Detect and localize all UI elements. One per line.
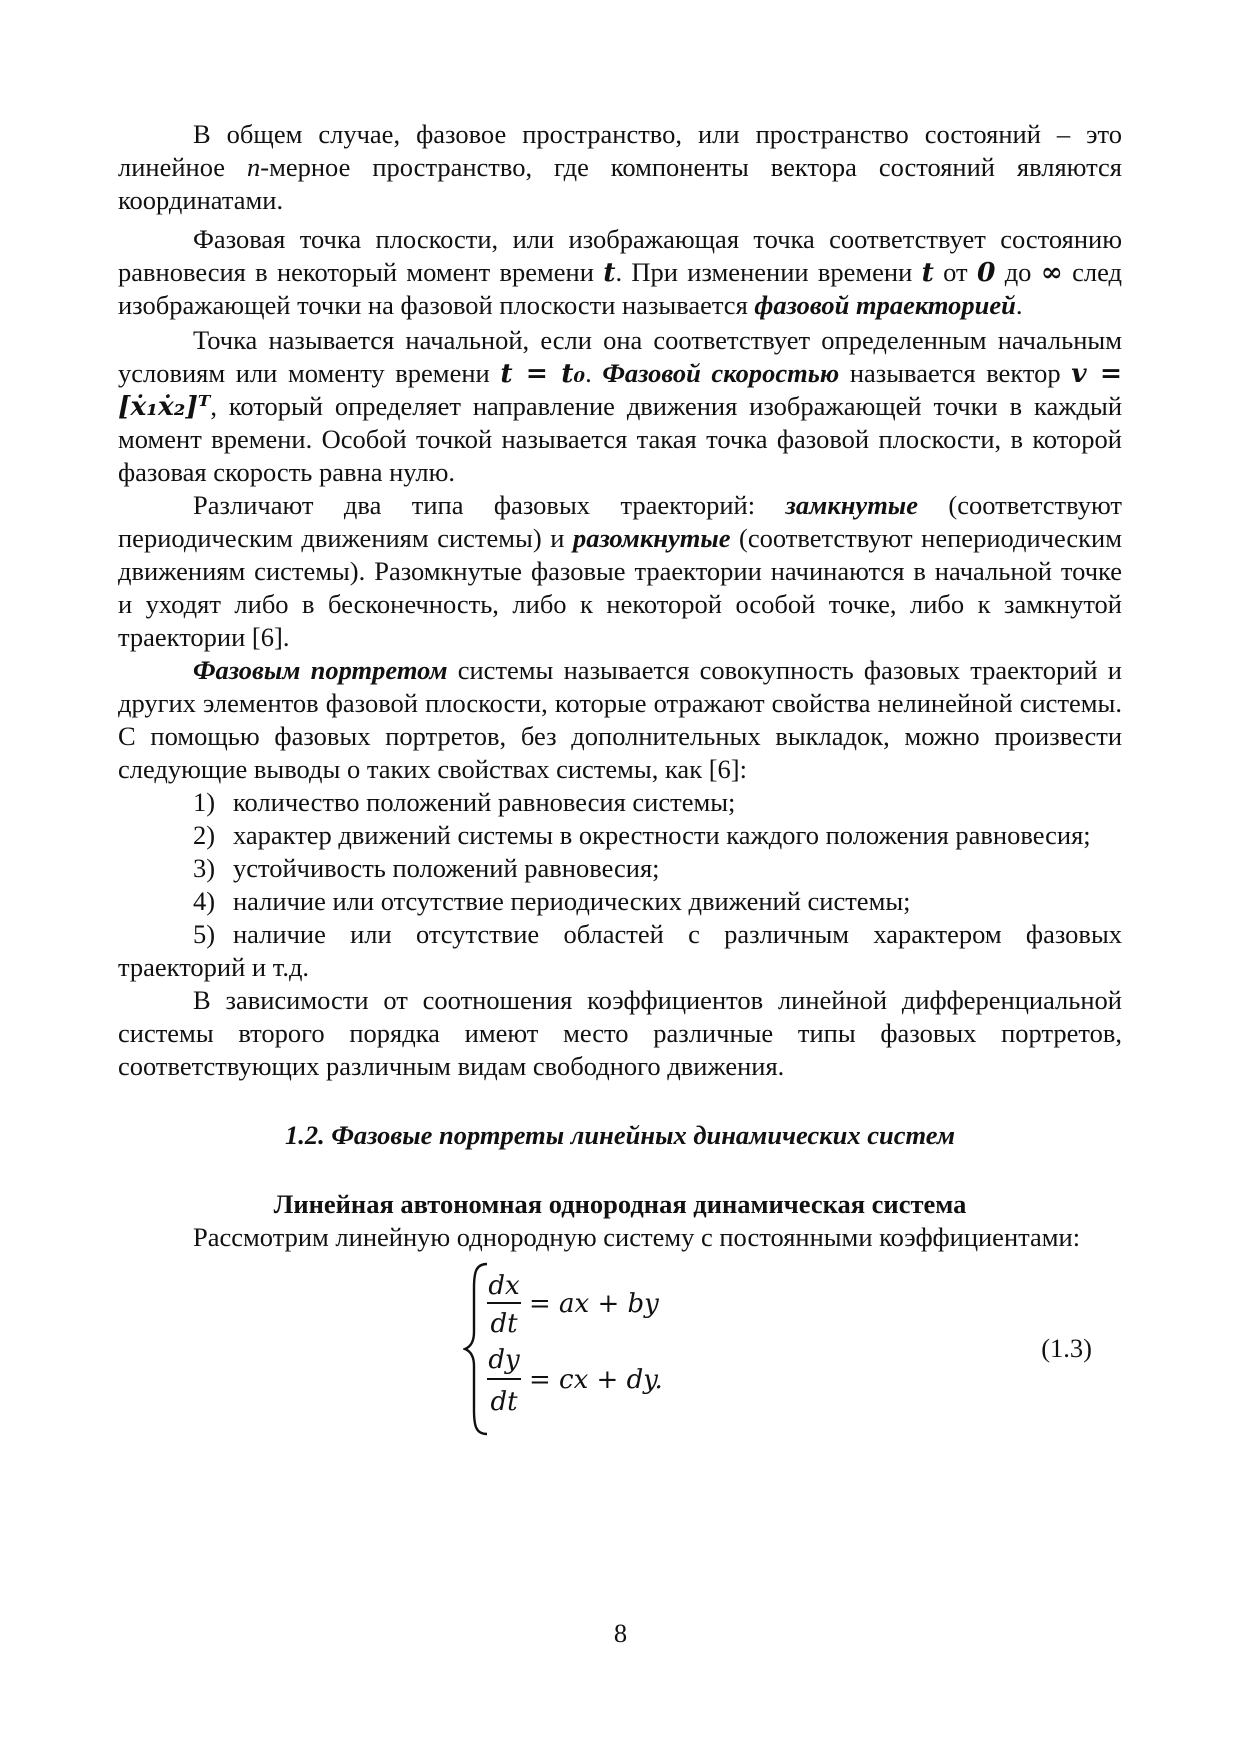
list-item — [118, 918, 1122, 984]
fraction-denominator-dt: dt — [490, 1387, 518, 1417]
list-number: 1) — [193, 787, 216, 817]
list-number: 3) — [193, 853, 216, 883]
text-run: след изображающей точки на фазовой плоскости называется — [118, 257, 1122, 320]
text-run: . — [585, 358, 603, 388]
equation-block — [118, 1254, 1122, 1444]
list-text: количество положений равновесия системы; — [233, 787, 736, 817]
math-t: t — [921, 257, 934, 288]
text-run: системы называется совокупность фазовых траекторий и других элементов фазовой плоскости, которые отражают свойства нелинейной системы. С помощью фазовых портретов, без дополнительных выкладок, можно произвести следующие выводы о таких свойствах системы, как [6]: — [118, 655, 1122, 784]
text-run: . При изменении времени — [615, 257, 922, 287]
text-run: от — [933, 257, 977, 287]
list-item — [118, 852, 1122, 885]
paragraph-initial-point — [118, 324, 1122, 489]
list-text: наличие или отсутствие областей с различным характером фазовых траекторий и т.д. — [118, 919, 1122, 982]
paragraph-phase-portrait — [118, 654, 1122, 786]
text-run: , который определяет направление движения изображающей точки в каждый момент времени. Особой точкой называется такая точка фазовой плоскости, в которой фазовая скорость равна нулю. — [118, 391, 1122, 487]
text-run: . — [1015, 290, 1023, 320]
equation-number: (1.3) — [1041, 1333, 1092, 1363]
paragraph-coefficients: В зависимости от соотношения коэффициентов линейной дифференциальной системы второго порядка имеют место различные типы фазовых портретов, соответствующих различным видам свободного движения. — [118, 985, 1122, 1081]
math-zero: 0 — [976, 257, 996, 288]
text-run: -мерное пространство, где компоненты вектора состояний являются координатами. — [118, 152, 1122, 215]
fraction-numerator-dy: dy — [488, 1345, 520, 1375]
term-closed: замкнутые — [785, 490, 918, 520]
equation-rhs-2: = cx + dy. — [529, 1365, 663, 1395]
fraction-numerator-dx: dx — [488, 1271, 520, 1301]
text-run: (соответствуют непериодическим движениям системы). Разомкнутые фазовые траектории начинаются в начальной точке и уходят либо в бесконечность, либо к некоторой особой точке, либо к замкнутой траектории [6]. — [118, 523, 1122, 652]
term-open: разомкнутые — [572, 523, 731, 553]
math-infinity: ∞ — [1040, 257, 1063, 288]
list-number: 5) — [193, 919, 216, 949]
page-number: 8 — [613, 1618, 628, 1648]
term-phase-trajectory: фазовой траекторией — [754, 290, 1016, 320]
left-brace-icon — [465, 1264, 487, 1434]
math-t-equals-t0: t = t₀ — [500, 358, 586, 389]
text-run: (соответствуют периодическим движениям системы) и — [118, 490, 1122, 553]
term-phase-velocity: Фазовой скоростью — [602, 358, 840, 388]
body-text — [118, 118, 1122, 1444]
paragraph-trajectory-types — [118, 489, 1122, 654]
section-title: 1.2. Фазовые портреты линейных динамических систем — [285, 1120, 955, 1150]
list-item — [118, 885, 1122, 918]
symbol-n: n — [247, 152, 261, 182]
list-item — [118, 819, 1122, 852]
text-run: В общем случае, фазовое пространство, или пространство состояний – это линейное — [118, 119, 1122, 182]
math-velocity-vector: v = [ẋ₁ẋ₂]ᵀ — [118, 358, 1123, 422]
paragraph-phase-point — [118, 223, 1122, 322]
text-run: Фазовая точка плоскости, или изображающая точка соответствует состоянию равновесия в некоторый момент времени — [118, 224, 1122, 287]
text-run: Точка называется начальной, если она соответствует определенным начальным условиям или моменту времени — [118, 325, 1122, 388]
fraction-denominator-dt: dt — [490, 1309, 518, 1339]
subsection-title: Линейная автономная однородная динамическая система — [273, 1189, 967, 1219]
text-run: называется вектор — [839, 358, 1072, 388]
paragraph-phase-space — [118, 118, 1122, 217]
list-item — [118, 786, 1122, 819]
text-run: до — [995, 257, 1041, 287]
list-number: 4) — [193, 886, 216, 916]
list-text: характер движений системы в окрестности каждого положения равновесия; — [233, 820, 1091, 850]
paragraph-consider-system: Рассмотрим линейную однородную систему с постоянными коэффициентами: — [193, 1222, 1081, 1252]
list-number: 2) — [193, 820, 216, 850]
equation-system — [463, 1258, 723, 1440]
equation-rhs-1: = ax + by — [529, 1289, 659, 1319]
list-text: устойчивость положений равновесия; — [233, 853, 660, 883]
list-text: наличие или отсутствие периодических движений системы; — [233, 886, 911, 916]
text-run: Различают два типа фазовых траекторий: — [193, 490, 786, 520]
math-t: t — [603, 257, 616, 288]
term-phase-portrait: Фазовым портретом — [193, 655, 448, 685]
